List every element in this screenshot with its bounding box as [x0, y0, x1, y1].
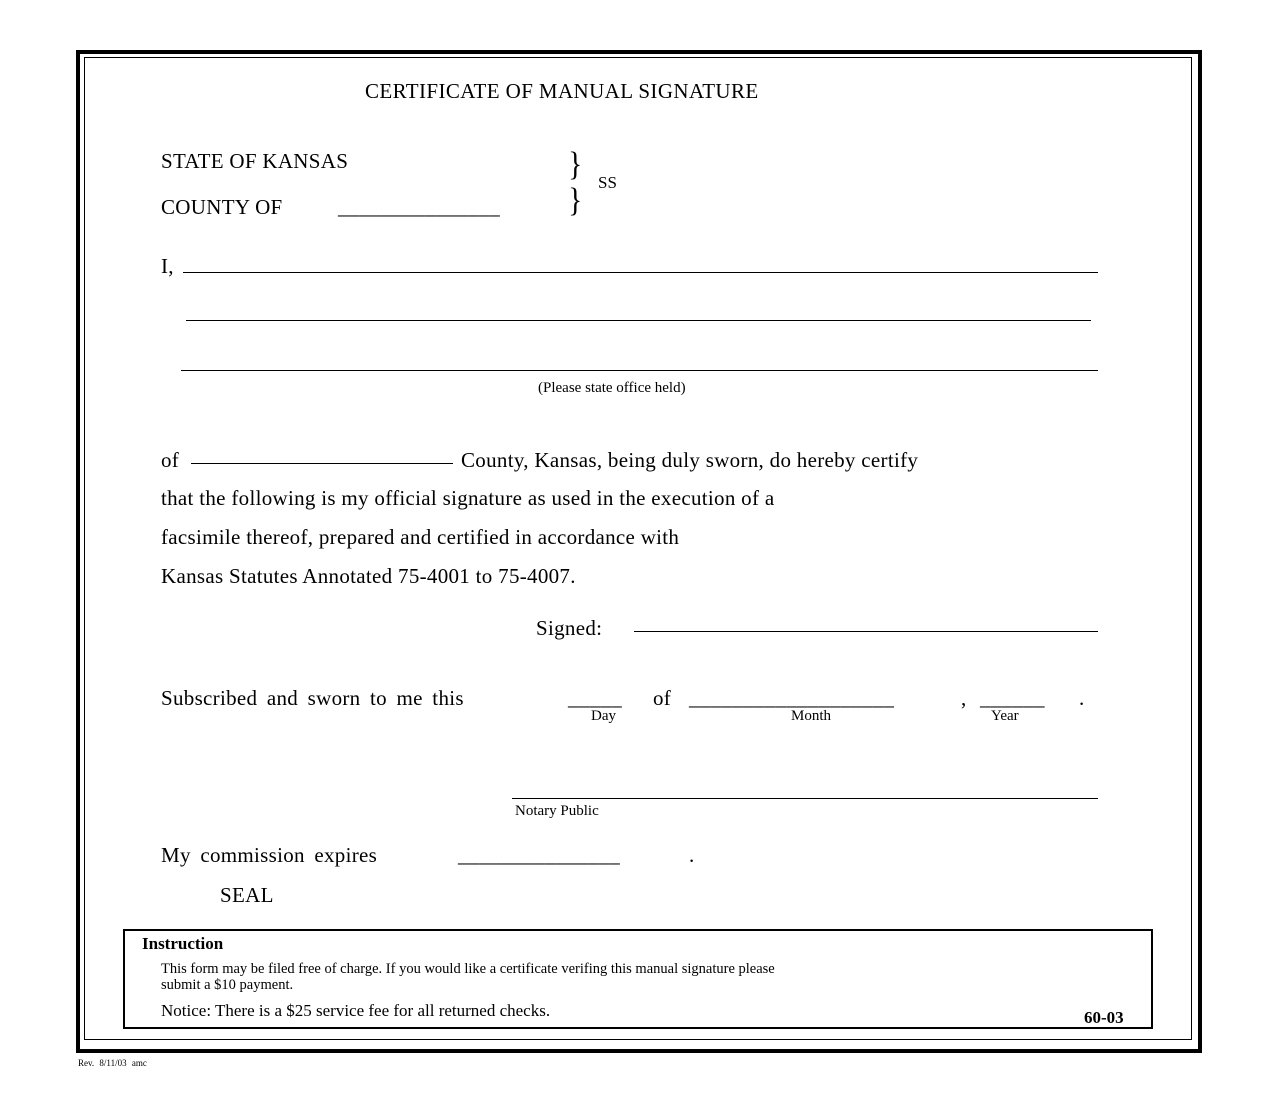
form-title: CERTIFICATE OF MANUAL SIGNATURE	[365, 79, 759, 103]
instruction-notice: Notice: There is a $25 service fee for all returned checks.	[161, 1001, 551, 1020]
brace-upper: }	[568, 146, 583, 183]
year-label: Year	[991, 708, 1019, 724]
name-line-2[interactable]	[186, 320, 1091, 321]
county-label: COUNTY OF	[161, 195, 283, 219]
commission-label: My commission expires	[161, 843, 378, 867]
form-number: 60-03	[1084, 1008, 1124, 1027]
commission-period: .	[689, 843, 695, 867]
of-word: of	[653, 686, 672, 710]
day-label: Day	[591, 708, 616, 724]
year-blank[interactable]: ______	[980, 686, 1045, 710]
office-hint: (Please state office held)	[538, 380, 686, 396]
certify-line-1: County, Kansas, being duly sworn, do hereby certify	[461, 448, 919, 472]
month-label: Month	[791, 708, 832, 724]
day-blank[interactable]: _____	[568, 686, 622, 710]
signature-line[interactable]	[634, 631, 1098, 632]
date-period: .	[1079, 686, 1085, 710]
state-line: STATE OF KANSAS	[161, 149, 349, 173]
month-blank[interactable]: ___________________	[689, 686, 895, 710]
notary-label: Notary Public	[515, 803, 599, 819]
of-label: of	[161, 448, 180, 472]
revision-note: Rev. 8/11/03 amc	[78, 1058, 147, 1068]
subscribed-prefix: Subscribed and sworn to me this	[161, 686, 464, 710]
certify-line-3: facsimile thereof, prepared and certified in accordance with	[161, 525, 680, 549]
ss-label: SS	[598, 173, 617, 192]
instruction-text-1: This form may be filed free of charge. If you would like a certificate verifing this manual signature please	[161, 961, 775, 977]
certify-line-4: Kansas Statutes Annotated 75-4001 to 75-4007.	[161, 564, 576, 588]
i-label: I,	[161, 254, 174, 278]
county-name-line[interactable]	[191, 463, 453, 464]
county-blank[interactable]: _______________	[338, 195, 500, 219]
name-line-1[interactable]	[183, 272, 1098, 273]
notary-line[interactable]	[512, 798, 1098, 799]
date-comma: ,	[961, 686, 967, 710]
seal-label: SEAL	[220, 883, 274, 907]
certify-line-2: that the following is my official signature as used in the execution of a	[161, 486, 775, 510]
signed-label: Signed:	[536, 616, 603, 640]
instruction-heading: Instruction	[142, 934, 224, 953]
commission-blank[interactable]: _______________	[458, 843, 620, 867]
brace-lower: }	[568, 182, 583, 219]
instruction-text-2: submit a $10 payment.	[161, 977, 294, 993]
name-line-3[interactable]	[181, 370, 1098, 371]
